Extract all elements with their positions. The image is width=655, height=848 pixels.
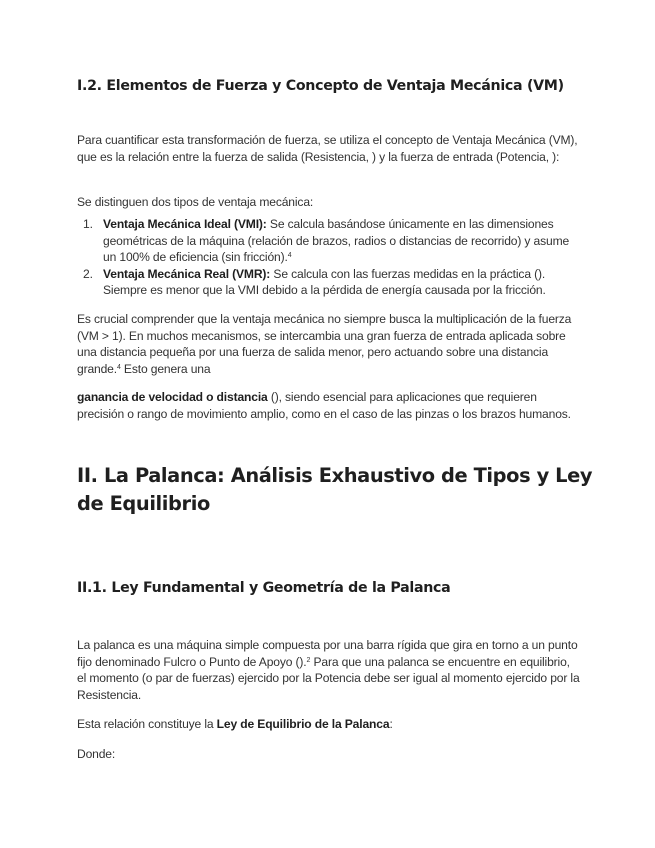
list-item-term: Ventaja Mecánica Ideal (VMI): xyxy=(103,217,267,231)
paragraph-text-tail: Esto genera una xyxy=(120,361,211,376)
footnote-ref: 4 xyxy=(116,363,121,371)
vm-types-list xyxy=(77,216,582,299)
footnote-ref: 4 xyxy=(287,252,292,260)
footnote-ref: 2 xyxy=(306,656,311,664)
paragraph-vm-tradeoff xyxy=(77,311,582,377)
paragraph-text-tail: Para que una palanca se encuentre en equilibrio, el momento (o par de fuerzas) ejercido por la Potencia debe ser igual al momento ejercido por la Resistencia. xyxy=(77,654,580,702)
list-item-number: 2. xyxy=(83,266,93,281)
paragraph-lever-definition xyxy=(77,637,582,703)
paragraph-equilibrium-law xyxy=(77,716,582,733)
list-item xyxy=(77,266,582,299)
paragraph-vm-types-intro: Se distinguen dos tipos de ventaja mecánica: xyxy=(77,195,314,209)
bold-term: Ley de Equilibrio de la Palanca xyxy=(216,717,390,731)
paragraph-text-tail: : xyxy=(389,717,393,731)
list-item-text: Se calcula basándose únicamente en las dimensiones geométricas de la máquina (relación de brazos, radios o distancias de recorrido) y asume un 100% de eficiencia (sin fricción). xyxy=(103,217,570,265)
list-item-term: Ventaja Mecánica Real (VMR): xyxy=(103,266,271,281)
list-item xyxy=(77,216,582,266)
paragraph-text: (), siendo esencial para aplicaciones que requieren precisión o rango de movimiento amplio, como en el caso de las pinzas o los brazos humanos. xyxy=(77,390,571,421)
section-heading-ii1: II.1. Ley Fundamental y Geometría de la Palanca xyxy=(77,580,451,596)
paragraph-text: Esta relación constituye la xyxy=(77,717,217,731)
paragraph-vm-definition: Para cuantificar esta transformación de fuerza, se utiliza el concepto de Ventaja Mecánica (VM), que es la relación entre la fuerza de salida (Resistencia, ) y la fuerza de entrada (Potencia, ): xyxy=(77,133,578,164)
section-heading-ii: II. La Palanca: Análisis Exhaustivo de Tipos y Ley de Equilibrio xyxy=(77,464,593,515)
paragraph-text: La palanca es una máquina simple compuesta por una barra rígida que gira en torno a un punto fijo denominado Fulcro o Punto de Apoyo (). xyxy=(77,638,578,669)
section-heading-i2: I.2. Elementos de Fuerza y Concepto de Ventaja Mecánica (VM) xyxy=(77,78,564,94)
paragraph-text: Es crucial comprender que la ventaja mecánica no siempre busca la multiplicación de la fuerza (VM > 1). En muchos mecanismos, se intercambia una gran fuerza de entrada aplicada sobre una distancia pequeña por una fuerza de salida menor, pero actuando sobre una distancia grande. xyxy=(77,312,572,376)
list-item-number: 1. xyxy=(83,217,93,231)
bold-term: ganancia de velocidad o distancia xyxy=(77,390,268,404)
paragraph-speed-gain xyxy=(77,389,582,422)
paragraph-where: Donde: xyxy=(77,747,116,761)
list-item-text: Se calcula con las fuerzas medidas en la práctica (). Siempre es menor que la VMI debido a la pérdida de energía causada por la fricción. xyxy=(103,266,546,298)
